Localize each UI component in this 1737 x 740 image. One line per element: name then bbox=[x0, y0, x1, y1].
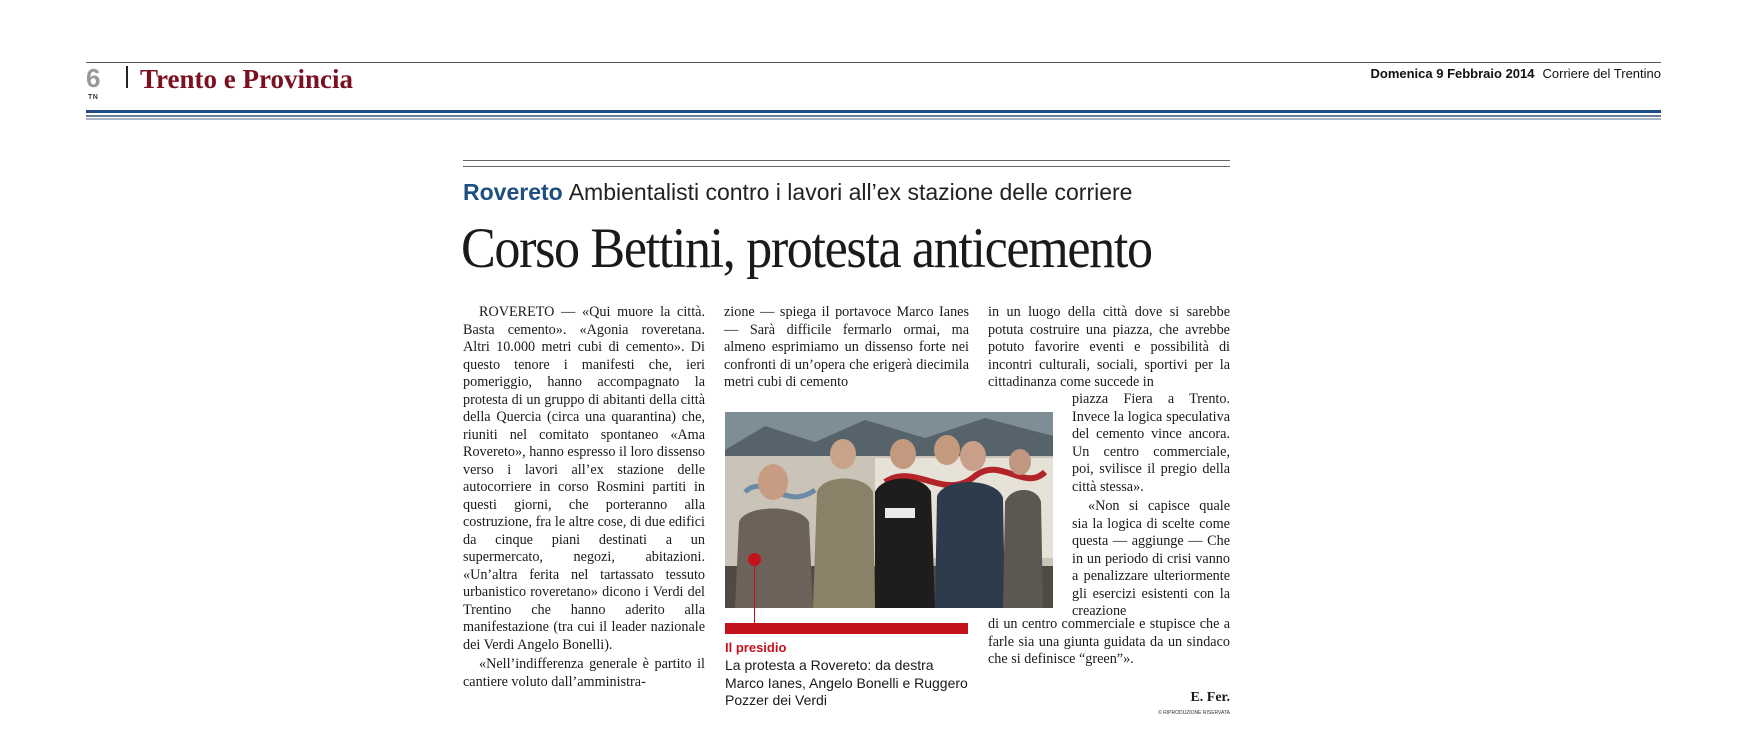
photo-marker-dot bbox=[748, 553, 761, 566]
caption-text: La protesta a Rovereto: da destra Marco Ianes, Angelo Bonelli e Ruggero Pozzer dei Verdi bbox=[725, 657, 968, 708]
issue-info bbox=[1370, 66, 1661, 81]
header-band bbox=[86, 110, 1661, 120]
paragraph: «Non si capisce quale sia la logica di scelte come questa — aggiunge — Che in un periodo di crisi vanno a penalizzare ulteriormente gli esercizi esistenti con la creazione bbox=[1072, 498, 1230, 619]
article-rule bbox=[463, 166, 1230, 167]
paragraph: «Nell’indifferenza generale è partito il cantiere voluto dall’amministra- bbox=[463, 656, 705, 690]
article-headline: Corso Bettini, protesta anticemento bbox=[461, 217, 1152, 280]
paragraph: piazza Fiera a Trento. Invece la logica speculativa del cemento vince ancora. Un centro commerciale, poi, svilisce il pregio della città stessa». bbox=[1072, 391, 1230, 495]
article-column-1 bbox=[463, 304, 705, 691]
paragraph: in un luogo della città dove si sarebbe potuta costruire una piazza, che avrebbe potuto favorire eventi e possibilità di incontri culturali, sociali, sportivi per la cittadinanza come succede in bbox=[988, 304, 1230, 390]
top-rule bbox=[86, 62, 1661, 63]
page-number-sub: TN bbox=[88, 94, 99, 101]
page-number: 6 bbox=[86, 63, 101, 93]
section-divider bbox=[126, 66, 128, 88]
article-column-3-wrap bbox=[1072, 391, 1230, 621]
paragraph: zione — spiega il portavoce Marco Ianes — Sarà difficile fermarlo ormai, ma almeno esprimiamo un dissenso forte nei confronti di un’opera che erigerà diecimila metri cubi di cemento bbox=[724, 304, 969, 390]
article-column-2 bbox=[724, 304, 969, 392]
article-kicker bbox=[463, 178, 1132, 206]
newspaper-name: Corriere del Trentino bbox=[1542, 66, 1661, 81]
photo-illustration bbox=[725, 412, 1053, 608]
article-column-3-top bbox=[988, 304, 1230, 392]
paragraph: di un centro commerciale e stupisce che a farle sia una giunta guidata da un sindaco che si definisce “green”». bbox=[988, 616, 1230, 667]
caption-bar bbox=[725, 623, 968, 634]
copyright-notice: © RIPRODUZIONE RISERVATA bbox=[1158, 710, 1230, 716]
kicker-text: Ambientalisti contro i lavori all’ex stazione delle corriere bbox=[568, 179, 1133, 205]
issue-date: Domenica 9 Febbraio 2014 bbox=[1370, 66, 1535, 81]
section-title: Trento e Provincia bbox=[140, 64, 353, 94]
article-rule bbox=[463, 160, 1230, 161]
caption-label: Il presidio bbox=[725, 640, 787, 655]
article-photo bbox=[725, 412, 1053, 608]
article-column-3-bottom bbox=[988, 616, 1230, 669]
article-byline: E. Fer. bbox=[1190, 690, 1230, 705]
photo-marker-line bbox=[754, 562, 755, 626]
paragraph: ROVERETO — «Qui muore la città. Basta cemento». «Agonia roveretana. Altri 10.000 metri cubi di cemento». Di questo tenore i manifesti che, ieri pomeriggio, hanno accompagnato la protesta di un gruppo di abitanti della città della Quercia (circa una quarantina) che, riuniti nel comitato spontaneo «Ama Rovereto», hanno espresso il loro dissenso verso i lavori all’ex stazione delle autocorriere in corso Rosmini partiti in questi giorni, che porteranno alla costruzione, fra le altre cose, di due edifici da cinque piani destinati a un supermercato, negozi, abitazioni. «Un’altra ferita nel tartassato tessuto urbanistico roveretano» dicono i Verdi del Trentino che hanno aderito alla manifestazione (tra cui il leader nazionale dei Verdi Angelo Bonelli). bbox=[463, 304, 705, 653]
kicker-place: Rovereto bbox=[463, 179, 563, 205]
